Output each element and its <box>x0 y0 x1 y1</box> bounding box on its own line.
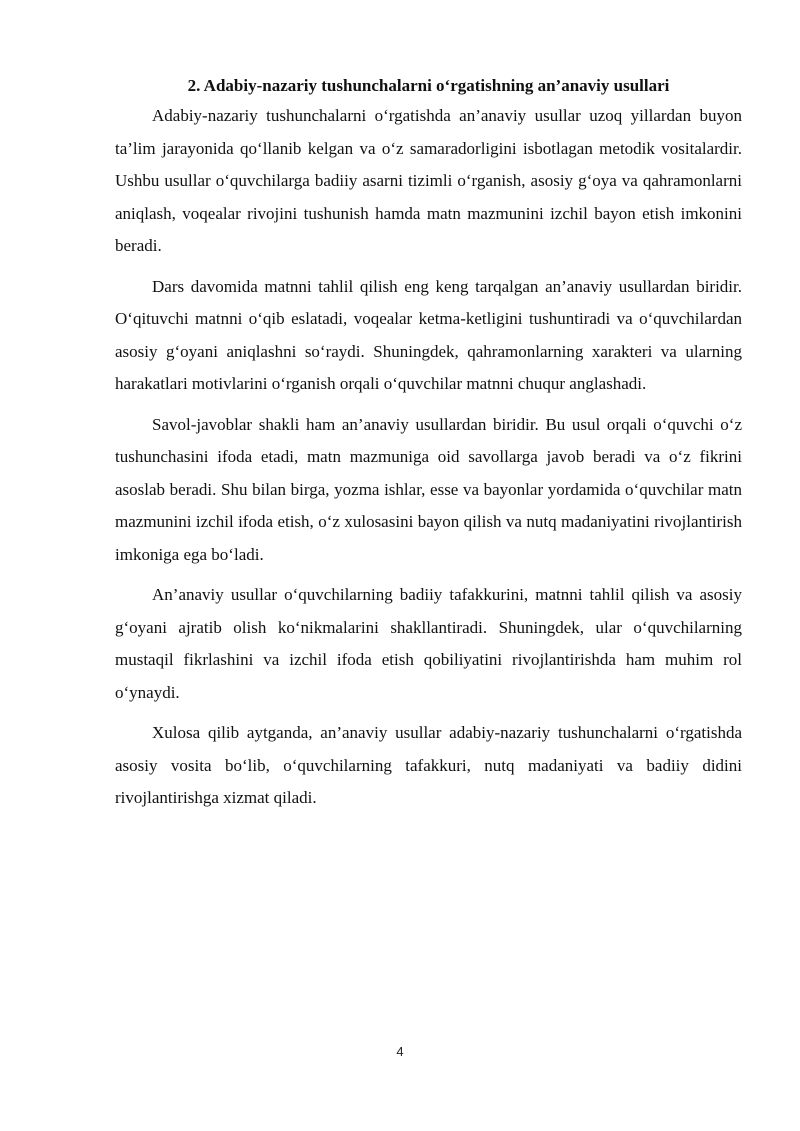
paragraph-1: Adabiy-nazariy tushunchalarni o‘rgatishda an’anaviy usullar uzoq yillardan buyon ta’lim jarayonida qo‘llanib kelgan va o‘z samaradorligini isbotlagan metodik vositalardir. Ushbu usullar o‘quvchilarga badiiy asarni tizimli o‘rganish, asosiy g‘oya va qahramonlarni aniqlash, voqealar rivojini tushunish hamda matn mazmunini izchil bayon etish imkonini beradi. <box>115 106 742 255</box>
paragraph-3: Savol-javoblar shakli ham an’anaviy usullardan biridir. Bu usul orqali o‘quvchi o‘z tushunchasini ifoda etadi, matn mazmuniga oid savollarga javob beradi va o‘z fikrini asoslab beradi. Shu bilan birga, yozma ishlar, esse va bayonlar yordamida o‘quvchilar matn mazmunini izchil ifoda etish, o‘z xulosasini bayon qilish va nutq madaniyatini rivojlantirish imkoniga ega bo‘ladi. <box>115 414 742 564</box>
paragraph-2: Dars davomida matnni tahlil qilish eng keng tarqalgan an’anaviy usullardan biridir. O‘qituvchi matnni o‘qib eslatadi, voqealar ketma-ketligini tushuntiradi va o‘quvchilardan asosiy g‘oyani aniqlashni so‘raydi. Shuningdek, qahramonlarning xarakteri va ularning harakatlari motivlarini o‘rganish orqali o‘quvchilar matnni chuqur anglashadi. <box>115 276 742 393</box>
page-number: 4 <box>396 1044 404 1059</box>
paragraph-4: An’anaviy usullar o‘quvchilarning badiiy tafakkurini, matnni tahlil qilish va asosiy g‘oyani ajratib olish ko‘nikmalarini shakllantiradi. Shuningdek, ular o‘quvchilarning mustaqil fikrlashini va izchil ifoda etish qobiliyatini rivojlantirishda ham muhim rol o‘ynaydi. <box>115 585 742 702</box>
document-page <box>115 70 742 823</box>
paragraph-5: Xulosa qilib aytganda, an’anaviy usullar adabiy-nazariy tushunchalarni o‘rgatishda asosiy vosita bo‘lib, o‘quvchilarning tafakkuri, nutq madaniyati va badiiy didini rivojlantirishga xizmat qiladi. <box>115 723 742 807</box>
section-heading: 2. Adabiy-nazariy tushunchalarni o‘rgatishning an’anaviy usullari <box>187 76 670 95</box>
